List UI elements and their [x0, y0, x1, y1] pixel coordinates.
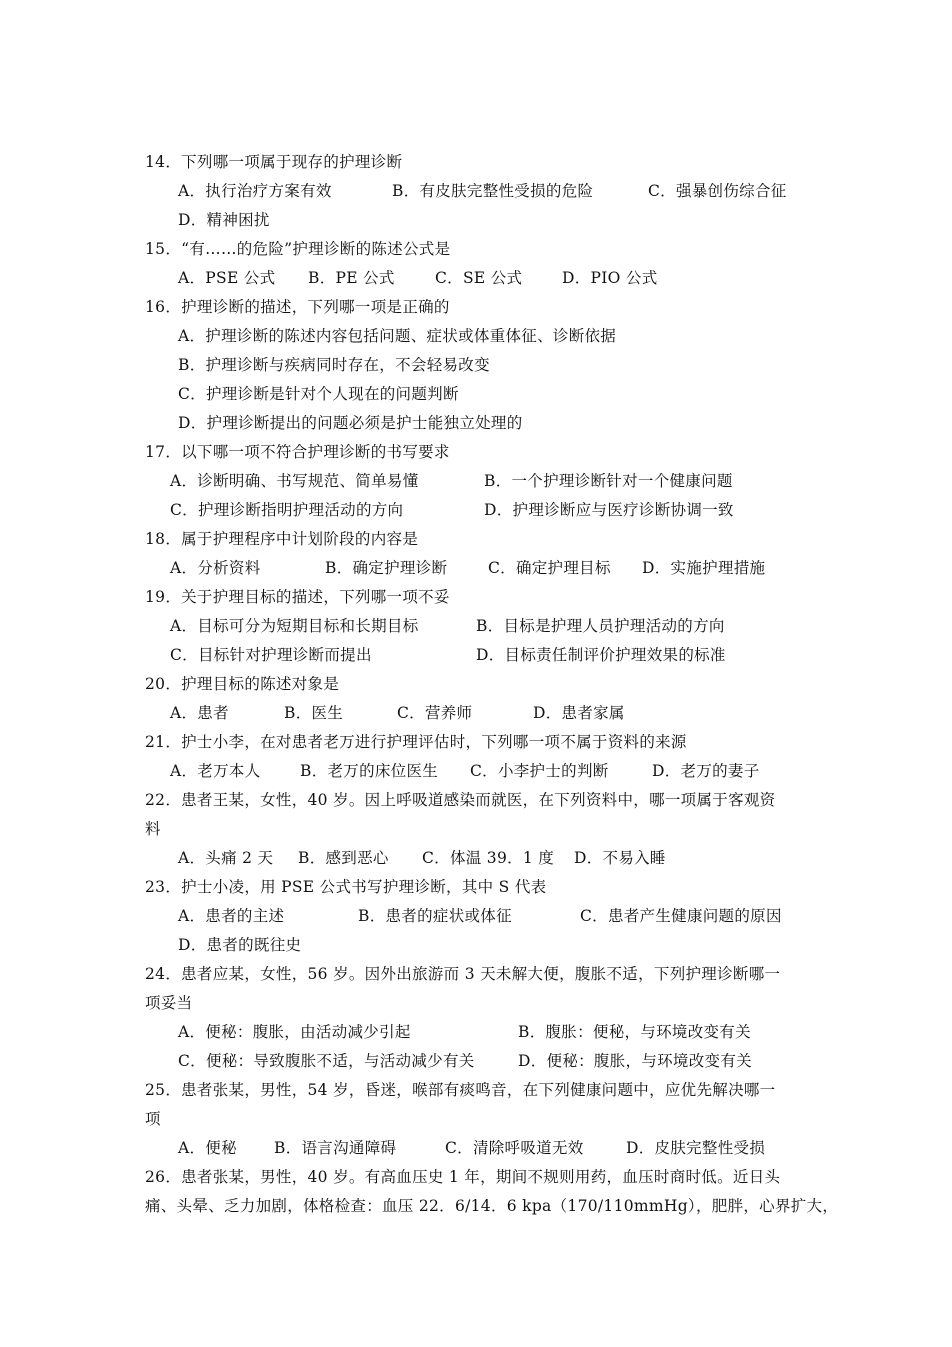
question-stem-continued: 项 — [145, 1110, 161, 1128]
answer-option: C．体温 39．1 度 — [422, 849, 555, 867]
question-stem: 15．“有……的危险”护理诊断的陈述公式是 — [145, 240, 451, 258]
answer-option: D．不易入睡 — [574, 849, 666, 867]
answer-option: A．分析资料 — [170, 559, 261, 577]
question-stem: 24．患者应某，女性，56 岁。因外出旅游而 3 天未解大便，腹胀不适，下列护理诊断哪一 — [145, 965, 781, 983]
question-stem: 18．属于护理程序中计划阶段的内容是 — [145, 530, 419, 548]
answer-option: D．便秘：腹胀，与环境改变有关 — [518, 1052, 752, 1070]
question-stem: 14．下列哪一项属于现存的护理诊断 — [145, 153, 403, 171]
answer-option: C．营养师 — [397, 704, 473, 722]
answer-option: B．感到恶心 — [298, 849, 389, 867]
question-stem-continued: 项妥当 — [145, 994, 193, 1012]
answer-option: C．护理诊断是针对个人现在的问题判断 — [178, 385, 459, 403]
answer-option: B．一个护理诊断针对一个健康问题 — [484, 472, 733, 490]
answer-option: A．便秘：腹胀，由活动减少引起 — [178, 1023, 411, 1041]
answer-option: D．皮肤完整性受损 — [626, 1139, 766, 1157]
answer-option: D．老万的妻子 — [652, 762, 760, 780]
answer-option: D．患者家属 — [533, 704, 625, 722]
answer-option: A．执行治疗方案有效 — [178, 182, 332, 200]
answer-option: A．患者 — [170, 704, 229, 722]
question-stem: 25．患者张某，男性，54 岁，昏迷，喉部有痰鸣音，在下列健康问题中，应优先解决哪一 — [145, 1081, 776, 1099]
answer-option: B．确定护理诊断 — [325, 559, 448, 577]
answer-option: C．便秘：导致腹胀不适，与活动减少有关 — [178, 1052, 475, 1070]
question-stem: 20．护理目标的陈述对象是 — [145, 675, 340, 693]
question-stem: 23．护士小凌，用 PSE 公式书写护理诊断，其中 S 代表 — [145, 878, 547, 896]
answer-option: B．语言沟通障碍 — [274, 1139, 397, 1157]
answer-option: D．精神困扰 — [178, 211, 270, 229]
answer-option: C．患者产生健康问题的原因 — [580, 907, 782, 925]
question-stem: 22．患者王某，女性，40 岁。因上呼吸道感染而就医，在下列资料中，哪一项属于客观资 — [145, 791, 776, 809]
answer-option: A．头痛 2 天 — [178, 849, 274, 867]
answer-option: B．有皮肤完整性受损的危险 — [392, 182, 594, 200]
answer-option: C．小李护士的判断 — [470, 762, 609, 780]
answer-option: A．PSE 公式 — [178, 269, 276, 287]
answer-option: B．护理诊断与疾病同时存在，不会轻易改变 — [178, 356, 490, 374]
answer-option: C．目标针对护理诊断而提出 — [170, 646, 372, 664]
question-stem: 16．护理诊断的描述，下列哪一项是正确的 — [145, 298, 450, 316]
answer-option: A．护理诊断的陈述内容包括问题、症状或体重体征、诊断依据 — [178, 327, 617, 345]
answer-option: A．诊断明确、书写规范、简单易懂 — [170, 472, 419, 490]
answer-option: B．腹胀：便秘，与环境改变有关 — [518, 1023, 751, 1041]
answer-option: C．护理诊断指明护理活动的方向 — [170, 501, 404, 519]
answer-option: C．SE 公式 — [435, 269, 523, 287]
answer-option: A．目标可分为短期目标和长期目标 — [170, 617, 419, 635]
answer-option: C．强暴创伤综合征 — [648, 182, 787, 200]
question-stem: 21．护士小李，在对患者老万进行护理评估时，下列哪一项不属于资料的来源 — [145, 733, 687, 751]
answer-option: B．PE 公式 — [308, 269, 395, 287]
answer-option: C．确定护理目标 — [488, 559, 611, 577]
answer-option: D．护理诊断应与医疗诊断协调一致 — [484, 501, 734, 519]
answer-option: B．目标是护理人员护理活动的方向 — [476, 617, 725, 635]
answer-option: B．老万的床位医生 — [300, 762, 439, 780]
answer-option: A．老万本人 — [170, 762, 261, 780]
answer-option: D．患者的既往史 — [178, 936, 302, 954]
question-stem: 17．以下哪一项不符合护理诊断的书写要求 — [145, 443, 450, 461]
answer-option: D．护理诊断提出的问题必须是护士能独立处理的 — [178, 414, 523, 432]
answer-option: D．目标责任制评价护理效果的标准 — [476, 646, 726, 664]
answer-option: A．便秘 — [178, 1139, 237, 1157]
answer-option: D．实施护理措施 — [642, 559, 766, 577]
answer-option: A．患者的主述 — [178, 907, 285, 925]
question-stem-continued: 痛、头晕、乏力加剧，体格检查：血压 22．6/14．6 kpa（170/110mmHg），肥胖，心界扩大， — [145, 1197, 839, 1215]
question-stem: 19．关于护理目标的描述，下列哪一项不妥 — [145, 588, 450, 606]
question-stem: 26．患者张某，男性，40 岁。有高血压史 1 年，期间不规则用药，血压时商时低。近日头 — [145, 1168, 781, 1186]
answer-option: B．患者的症状或体征 — [358, 907, 512, 925]
answer-option: B．医生 — [284, 704, 344, 722]
answer-option: D．PIO 公式 — [562, 269, 658, 287]
answer-option: C．清除呼吸道无效 — [445, 1139, 584, 1157]
question-stem-continued: 料 — [145, 820, 161, 838]
